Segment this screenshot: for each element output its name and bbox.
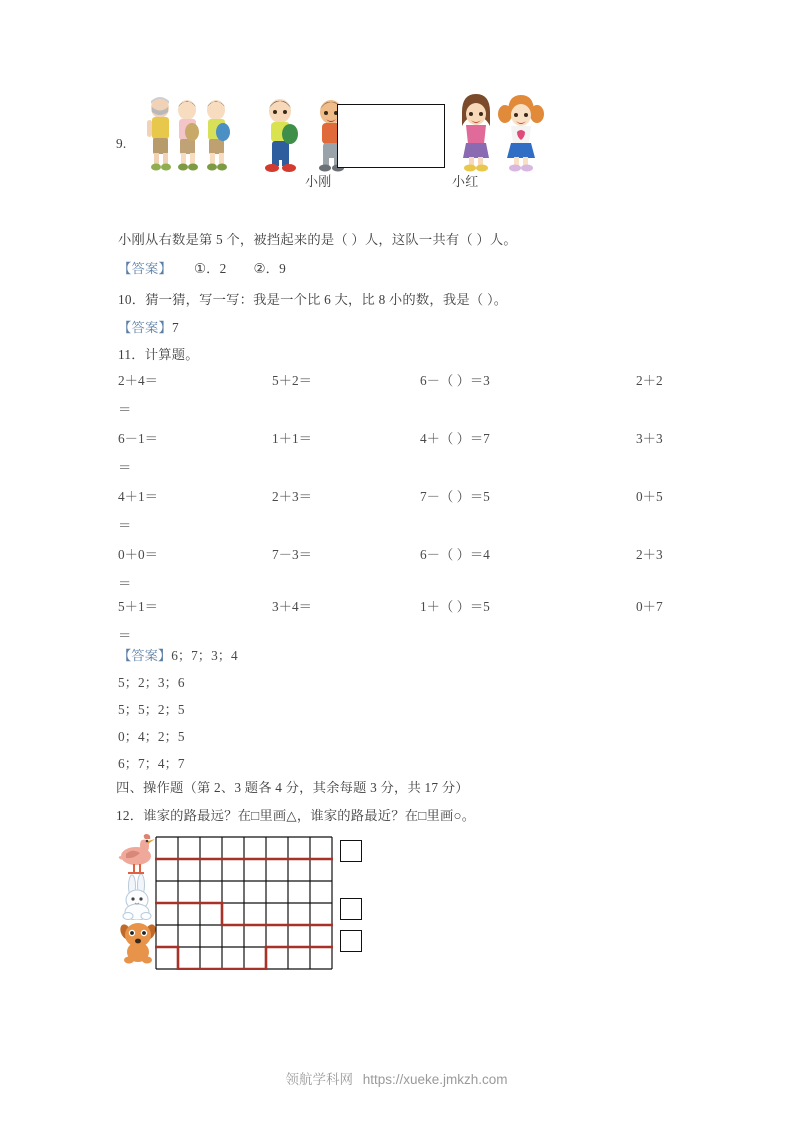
answer-box-1[interactable] (340, 840, 362, 862)
calc-r0-c4: 2＋2 (636, 373, 663, 388)
label-xiaohong: 小红 (452, 174, 479, 189)
question-9-answer-tag: 【答案】 (118, 261, 172, 276)
calc-r2-c2: 2＋3＝ (272, 489, 312, 504)
animal-goose-icon (118, 832, 158, 876)
calc-r1-c2: 1＋1＝ (272, 431, 312, 446)
question-12-text: 12．谁家的路最远？在□里画△，谁家的路最近？在□里画○。 (116, 808, 476, 823)
answer-box-3[interactable] (340, 930, 362, 952)
answer-box-2[interactable] (340, 898, 362, 920)
footer-watermark (0, 1068, 793, 1088)
calc-r4-c4: 0＋7 (636, 599, 663, 614)
question-11-answer-line-0: 6；7；3；4 (171, 648, 238, 663)
calc-r4-c1: 5＋1＝ (118, 599, 158, 614)
calc-r1-c4-cont: ＝ (118, 460, 132, 475)
question-11-answer-line-1: 5；2；3；6 (118, 675, 185, 690)
animal-dog-icon (118, 918, 160, 964)
label-xiaogang: 小刚 (305, 174, 332, 189)
section-4-heading: 四、操作题（第 2、3 题各 4 分，其余每题 3 分，共 17 分） (116, 780, 469, 795)
calc-r3-c1: 0＋0＝ (118, 547, 158, 562)
question-10-answer-text: 7 (172, 320, 179, 335)
question-11-answer-line-4: 6；7；4；7 (118, 756, 185, 771)
figure-boy-walking (256, 94, 304, 174)
calc-r2-c3: 7－（ ）＝5 (420, 489, 490, 504)
calc-r3-c2: 7－3＝ (272, 547, 312, 562)
calc-r1-c4: 3＋3 (636, 431, 663, 446)
calc-r3-c3: 6－（ ）＝4 (420, 547, 490, 562)
calc-r2-c4: 0＋5 (636, 489, 663, 504)
calc-r4-c4-cont: ＝ (118, 628, 132, 643)
question-11-answer-line-3: 0；4；2；5 (118, 729, 185, 744)
question-9-number: 9. (116, 136, 127, 151)
question-11-answer-line-2: 5；5；2；5 (118, 702, 185, 717)
figure-girl-blue (496, 94, 546, 174)
question-9-blank-box (337, 104, 445, 168)
calc-r0-c4-cont: ＝ (118, 402, 132, 417)
calc-r1-c3: 4＋（ ）＝7 (420, 431, 490, 446)
calc-r0-c3: 6－（ ）＝3 (420, 373, 490, 388)
footer-site: 领航学科网 (285, 1072, 353, 1087)
calc-r1-c1: 6－1＝ (118, 431, 158, 446)
animal-rabbit-icon (120, 874, 158, 920)
calc-r3-c4: 2＋3 (636, 547, 663, 562)
question-10-text: 10．猜一猜，写一写：我是一个比 6 大，比 8 小的数，我是（ ）。 (118, 292, 508, 307)
calc-r0-c2: 5＋2＝ (272, 373, 312, 388)
question-10-answer-tag: 【答案】 (118, 320, 172, 335)
calc-r0-c1: 2＋4＝ (118, 373, 158, 388)
question-9-answer-text: ①．2 ②．9 (194, 261, 286, 276)
calc-r2-c4-cont: ＝ (118, 518, 132, 533)
figure-group-three-kids (140, 94, 248, 174)
calc-r4-c2: 3＋4＝ (272, 599, 312, 614)
footer-url: https://xueke.jmkzh.com (362, 1072, 508, 1087)
figure-girl-purple (452, 94, 500, 174)
calc-r3-c4-cont: ＝ (118, 576, 132, 591)
question-11-heading: 11．计算题。 (118, 347, 199, 362)
maze-grid (155, 836, 333, 970)
question-11-answer-tag: 【答案】 (118, 648, 172, 663)
question-9-prompt: 小刚从右数是第 5 个，被挡起来的是（ ）人，这队一共有（ ）人。 (118, 232, 517, 247)
calc-r2-c1: 4＋1＝ (118, 489, 158, 504)
calc-r4-c3: 1＋（ ）＝5 (420, 599, 490, 614)
